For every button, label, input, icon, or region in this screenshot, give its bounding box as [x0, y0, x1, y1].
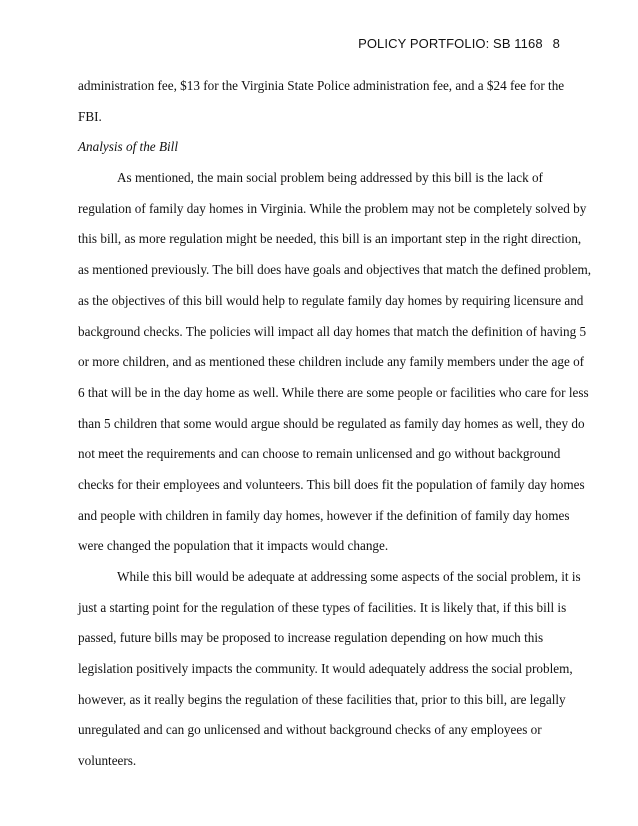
paragraph-line: this bill, as more regulation might be needed, this bill is an important step in the right direction, [78, 231, 582, 247]
paragraph-line: however, as it really begins the regulation of these facilities that, prior to this bill, are legally [78, 691, 566, 707]
paragraph-line: background checks. The policies will impact all day homes that match the definition of having 5 [78, 323, 587, 339]
intro-line: FBI. [78, 108, 102, 124]
paragraph-line: passed, future bills may be proposed to increase regulation depending on how much this [78, 630, 544, 646]
paragraph-line: or more children, and as mentioned these children include any family members under the age of [78, 354, 585, 370]
paragraph-line: volunteers. [78, 753, 137, 769]
paragraph-1 [78, 163, 592, 562]
paragraph-line: checks for their employees and volunteers. This bill does fit the population of family day homes [78, 476, 585, 492]
paragraph-line: not meet the requirements and can choose to remain unlicensed and go without background [78, 446, 561, 462]
paragraph-line: 6 that will be in the day home as well. While there are some people or facilities who care for less [78, 384, 589, 400]
paragraph-line: unregulated and can go unlicensed and without background checks of any employees or [78, 722, 542, 738]
paragraph-line: just a starting point for the regulation of these types of facilities. It is likely that, if this bill is [78, 599, 567, 615]
running-header [358, 36, 560, 51]
running-title: POLICY PORTFOLIO: SB 1168 [358, 36, 543, 51]
paragraph-2 [78, 562, 581, 777]
paragraph-line: than 5 children that some would argue should be regulated as family day homes as well, they do [78, 415, 585, 431]
body-text [78, 71, 592, 777]
page-number: 8 [552, 36, 560, 51]
section-heading: Analysis of the Bill [78, 139, 178, 155]
paragraph-line: While this bill would be adequate at addressing some aspects of the social problem, it is [117, 569, 581, 584]
paragraph-line: as mentioned previously. The bill does have goals and objectives that match the defined problem, [78, 262, 592, 278]
paragraph-line: As mentioned, the main social problem being addressed by this bill is the lack of [117, 170, 543, 186]
paragraph-line: as the objectives of this bill would help to regulate family day homes by requiring licensure and [78, 292, 584, 308]
paragraph-line: were changed the population that it impacts would change. [78, 538, 389, 554]
paragraph-line: regulation of family day homes in Virginia. While the problem may not be completely solved by [78, 200, 587, 216]
paragraph-line: legislation positively impacts the community. It would adequately address the social problem, [78, 661, 573, 677]
paragraph-line: and people with children in family day homes, however if the definition of family day homes [78, 507, 570, 523]
intro-line: administration fee, $13 for the Virginia State Police administration fee, and a $24 fee for the [78, 78, 565, 93]
